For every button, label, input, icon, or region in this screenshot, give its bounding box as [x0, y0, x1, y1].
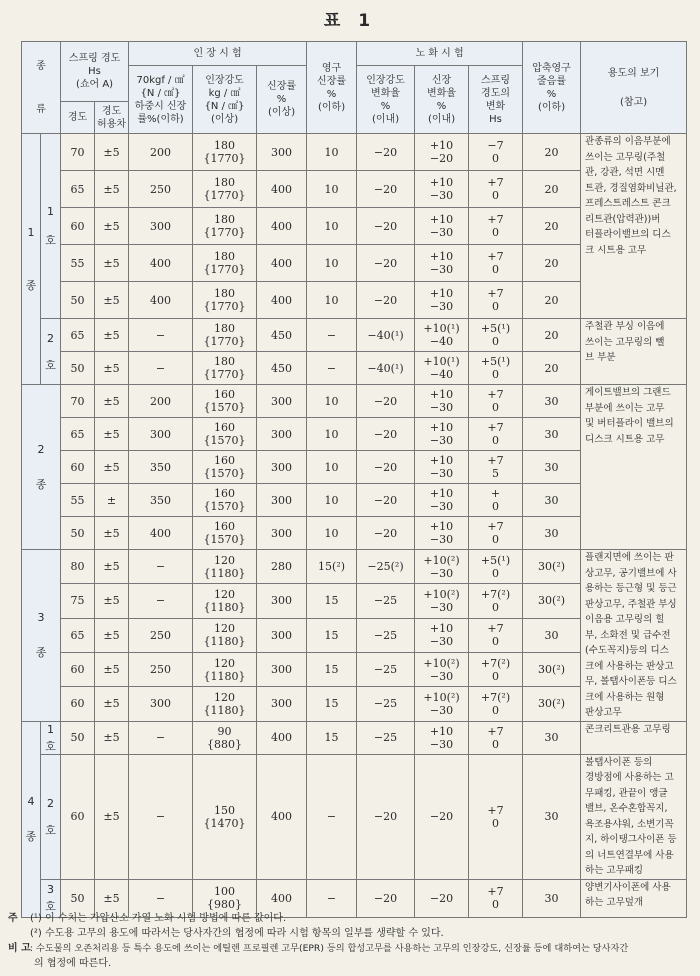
compression-set-cell: 30(²): [523, 652, 581, 686]
elongation-cell: 400: [257, 754, 307, 879]
hardness-cell: 50: [61, 721, 95, 754]
elongation-cell: 400: [257, 879, 307, 917]
load-elongation-cell: −: [129, 550, 193, 584]
note-row: 비 고 : 수도물의 오존처리용 등 특수 용도에 쓰이는 에틸렌 프로필렌 고무(EPR) 등의 합성고무를 사용하는 고무의 인장강도, 신장률 등에 대하여는 당사자간: [8, 943, 629, 954]
el-change-cell: +10 −30: [415, 171, 469, 208]
hs-change-cell: +7 0: [469, 879, 523, 917]
notes: [8, 911, 694, 971]
table-row: [22, 550, 687, 584]
load-elongation-cell: 350: [129, 484, 193, 517]
el-change-header: 신장 변화율 % (이내): [415, 66, 469, 134]
load-elongation-cell: 200: [129, 385, 193, 418]
load-elongation-cell: −: [129, 352, 193, 385]
load-elongation-cell: 250: [129, 618, 193, 652]
note-row: 의 협정에 따른다.: [34, 958, 112, 969]
el-change-cell: +10 −30: [415, 451, 469, 484]
hs-change-cell: +5(¹) 0: [469, 319, 523, 352]
ts-change-cell: −20: [357, 282, 415, 319]
tensile-strength-cell: 180 {1770}: [193, 352, 257, 385]
tensile-strength-cell: 160 {1570}: [193, 451, 257, 484]
hs-change-cell: +7 0: [469, 245, 523, 282]
hs-change-cell: +7(²) 0: [469, 687, 523, 721]
hs-change-cell: +7 0: [469, 171, 523, 208]
permanent-set-cell: 10: [307, 385, 357, 418]
class-3-label: 3 종: [22, 550, 61, 722]
note-row: (²) 수도용 고무의 용도에 따라서는 당사자간의 협정에 따라 시험 항목의 일부를 생략할 수 있다.: [30, 928, 444, 939]
class-4-label: 4 종: [22, 721, 41, 917]
el-change-cell: +10(²) −30: [415, 550, 469, 584]
spring-hardness-header: 스프링 경도 Hs (쇼어 A): [61, 42, 129, 102]
tensile-strength-header: 인장강도 kg / ㎠ {N / ㎠} (이상): [193, 66, 257, 134]
hardness-cell: 60: [61, 754, 95, 879]
load-elongation-header: 70kgf / ㎠ {N / ㎠} 하중시 신장 률%(이하): [129, 66, 193, 134]
el-change-cell: +10 −30: [415, 484, 469, 517]
el-change-cell: +10 −30: [415, 517, 469, 550]
load-elongation-cell: 250: [129, 652, 193, 686]
tensile-strength-cell: 150 {1470}: [193, 754, 257, 879]
compression-set-cell: 30: [523, 418, 581, 451]
hardness-cell: 65: [61, 319, 95, 352]
usage-cell: 관종류의 이음부분에 쓰이는 고무링(주철 관, 강관, 석면 시멘 트관, 경질염화비닐관, 프레스트레스트 콘크 리트관(압력관))버 터플라이밸브의 디스 크 시트용 고무: [581, 134, 687, 319]
elongation-cell: 300: [257, 517, 307, 550]
compression-set-cell: 30(²): [523, 584, 581, 618]
el-change-cell: +10 −30: [415, 282, 469, 319]
elongation-cell: 300: [257, 618, 307, 652]
ts-change-cell: −20: [357, 484, 415, 517]
elongation-cell: 400: [257, 721, 307, 754]
hardness-cell: 70: [61, 385, 95, 418]
tensile-strength-cell: 120 {1180}: [193, 550, 257, 584]
ts-change-cell: −25: [357, 618, 415, 652]
hs-change-cell: +7 5: [469, 451, 523, 484]
tensile-strength-cell: 120 {1180}: [193, 687, 257, 721]
ts-change-cell: −25: [357, 721, 415, 754]
hardness-header: 경도: [61, 102, 95, 134]
hs-change-cell: +7 0: [469, 618, 523, 652]
permanent-set-cell: 10: [307, 418, 357, 451]
permanent-set-cell: 10: [307, 134, 357, 171]
hardness-tol-header: 경도 허용차: [95, 102, 129, 134]
el-change-cell: +10 −30: [415, 385, 469, 418]
elongation-cell: 300: [257, 385, 307, 418]
ts-change-header: 인장강도 변화율 % (이내): [357, 66, 415, 134]
class-4-sub-2-label: 2 호: [41, 754, 61, 879]
class-1-label: 1 종: [22, 134, 41, 385]
tensile-strength-cell: 180 {1770}: [193, 171, 257, 208]
hardness-cell: 65: [61, 418, 95, 451]
hs-change-cell: + 0: [469, 484, 523, 517]
ts-change-cell: −20: [357, 517, 415, 550]
usage-cell: 볼탭사이폰 등의 경방점에 사용하는 고 무패킹, 관끝이 앵글 밸브, 온수혼합꼭지, 욕조용샤워, 소변기꼭 지, 하이탱그사이폰 등 의 너트연결부에 사용 하는 고무패킹: [581, 754, 687, 879]
compression-set-cell: 20: [523, 134, 581, 171]
hardness-cell: 65: [61, 618, 95, 652]
load-elongation-cell: 400: [129, 282, 193, 319]
hardness-cell: 60: [61, 208, 95, 245]
compression-set-cell: 20: [523, 282, 581, 319]
tolerance-cell: ±5: [95, 451, 129, 484]
usage-cell: 게이트밸브의 그랜드 부분에 쓰이는 고무 및 버터플라이 밸브의 디스크 시트용 고무: [581, 385, 687, 550]
compression-set-cell: 20: [523, 352, 581, 385]
rubber-spec-table: [21, 41, 687, 918]
table-body: [22, 134, 687, 918]
load-elongation-cell: 200: [129, 134, 193, 171]
usage-header: 용도의 보기 (참고): [581, 42, 687, 134]
tensile-strength-cell: 160 {1570}: [193, 517, 257, 550]
tensile-test-header: 인 장 시 험: [129, 42, 307, 66]
compression-set-cell: 20: [523, 171, 581, 208]
tolerance-cell: ±5: [95, 652, 129, 686]
elongation-cell: 300: [257, 418, 307, 451]
hardness-cell: 50: [61, 517, 95, 550]
elongation-cell: 300: [257, 687, 307, 721]
permanent-set-cell: −: [307, 754, 357, 879]
tensile-strength-cell: 160 {1570}: [193, 484, 257, 517]
class-1-sub-2-label: 2 호: [41, 319, 61, 385]
hs-change-cell: +7 0: [469, 208, 523, 245]
tolerance-cell: ±5: [95, 550, 129, 584]
tolerance-cell: ±5: [95, 319, 129, 352]
ts-change-cell: −20: [357, 385, 415, 418]
ts-change-cell: −20: [357, 245, 415, 282]
permanent-set-cell: 10: [307, 517, 357, 550]
permanent-set-cell: 15: [307, 584, 357, 618]
elongation-cell: 300: [257, 484, 307, 517]
note-row: 주 (¹) 이 수치는 가압산소 가열 노화 시험 방법에 따른 값이다.: [8, 913, 287, 924]
ts-change-cell: −25: [357, 652, 415, 686]
ts-change-cell: −25: [357, 687, 415, 721]
elongation-cell: 450: [257, 319, 307, 352]
tolerance-cell: ±5: [95, 754, 129, 879]
load-elongation-cell: −: [129, 584, 193, 618]
tensile-strength-cell: 180 {1770}: [193, 282, 257, 319]
hs-change-header: 스프링 경도의 변화 Hs: [469, 66, 523, 134]
table-row: [22, 385, 687, 418]
permanent-set-cell: 15: [307, 618, 357, 652]
permanent-set-cell: 10: [307, 451, 357, 484]
compression-set-cell: 20: [523, 319, 581, 352]
el-change-cell: +10 −20: [415, 134, 469, 171]
permanent-set-cell: 15: [307, 687, 357, 721]
elongation-cell: 400: [257, 282, 307, 319]
compression-set-cell: 30: [523, 451, 581, 484]
tolerance-cell: ±5: [95, 618, 129, 652]
tensile-strength-cell: 160 {1570}: [193, 385, 257, 418]
load-elongation-cell: 400: [129, 245, 193, 282]
el-change-cell: +10 −30: [415, 618, 469, 652]
table-row: [22, 721, 687, 754]
tolerance-cell: ±5: [95, 352, 129, 385]
load-elongation-cell: 350: [129, 451, 193, 484]
tensile-strength-cell: 180 {1770}: [193, 319, 257, 352]
load-elongation-cell: 300: [129, 418, 193, 451]
hs-change-cell: +7 0: [469, 754, 523, 879]
class-4-sub-1-label: 1 호: [41, 721, 61, 754]
compression-set-cell: 30: [523, 721, 581, 754]
usage-cell: 주철관 부싱 이음에 쓰이는 고무링의 뺄 브 부분: [581, 319, 687, 385]
tolerance-cell: ±5: [95, 282, 129, 319]
hardness-cell: 70: [61, 134, 95, 171]
permanent-set-header: 영구 신장률 % (이하): [307, 42, 357, 134]
tolerance-cell: ±5: [95, 245, 129, 282]
tensile-strength-cell: 100 {980}: [193, 879, 257, 917]
hardness-cell: 75: [61, 584, 95, 618]
tolerance-cell: ±5: [95, 879, 129, 917]
hs-change-cell: +7(²) 0: [469, 584, 523, 618]
compression-set-header: 압축영구 줄음률 % (이하): [523, 42, 581, 134]
tolerance-cell: ±5: [95, 418, 129, 451]
compression-set-cell: 30: [523, 754, 581, 879]
permanent-set-cell: 10: [307, 484, 357, 517]
compression-set-cell: 20: [523, 208, 581, 245]
usage-cell: 콘크리트관용 고무링: [581, 721, 687, 754]
el-change-cell: +10(²) −30: [415, 652, 469, 686]
tolerance-cell: ±5: [95, 721, 129, 754]
compression-set-cell: 30: [523, 618, 581, 652]
hs-change-cell: +5(¹) 0: [469, 550, 523, 584]
tolerance-cell: ±5: [95, 171, 129, 208]
compression-set-cell: 30: [523, 879, 581, 917]
hardness-cell: 55: [61, 484, 95, 517]
tensile-strength-cell: 120 {1180}: [193, 652, 257, 686]
hs-change-cell: +7 0: [469, 385, 523, 418]
el-change-cell: +10 −30: [415, 245, 469, 282]
hardness-cell: 55: [61, 245, 95, 282]
elongation-cell: 300: [257, 134, 307, 171]
permanent-set-cell: 15: [307, 652, 357, 686]
tolerance-cell: ±5: [95, 208, 129, 245]
ts-change-cell: −40(¹): [357, 352, 415, 385]
el-change-cell: +10(¹) −40: [415, 319, 469, 352]
elongation-cell: 400: [257, 245, 307, 282]
usage-cell: 양변기사이폰에 사용 하는 고무덮개: [581, 879, 687, 917]
tolerance-cell: ±: [95, 484, 129, 517]
elongation-cell: 280: [257, 550, 307, 584]
el-change-cell: +10(²) −30: [415, 687, 469, 721]
ts-change-cell: −20: [357, 418, 415, 451]
elongation-cell: 400: [257, 208, 307, 245]
el-change-cell: −20: [415, 754, 469, 879]
class-header: 종 류: [22, 42, 61, 134]
hs-change-cell: +7 0: [469, 282, 523, 319]
elongation-cell: 450: [257, 352, 307, 385]
hardness-cell: 50: [61, 282, 95, 319]
tensile-strength-cell: 180 {1770}: [193, 208, 257, 245]
permanent-set-cell: 15: [307, 721, 357, 754]
usage-cell: 플랜지면에 쓰이는 판 상고무, 공기밸브에 사 용하는 등근형 및 등근 판상고무, 주철관 부싱 이음용 고무링의 힐 부, 소화전 및 급수전 (수도꼭지)등의 디스 크에 사용하는 판상고 무, 볼탭사이폰등 디스 크에 사용하는 원형 판상고무: [581, 550, 687, 722]
load-elongation-cell: −: [129, 319, 193, 352]
hs-change-cell: +7 0: [469, 418, 523, 451]
elongation-cell: 300: [257, 584, 307, 618]
tensile-strength-cell: 180 {1770}: [193, 245, 257, 282]
load-elongation-cell: 300: [129, 687, 193, 721]
ts-change-cell: −20: [357, 208, 415, 245]
ts-change-cell: −20: [357, 451, 415, 484]
permanent-set-cell: −: [307, 319, 357, 352]
elongation-cell: 300: [257, 451, 307, 484]
permanent-set-cell: 15(²): [307, 550, 357, 584]
permanent-set-cell: −: [307, 352, 357, 385]
ts-change-cell: −20: [357, 754, 415, 879]
load-elongation-cell: 300: [129, 208, 193, 245]
hs-change-cell: +5(¹) 0: [469, 352, 523, 385]
hardness-cell: 60: [61, 652, 95, 686]
hardness-cell: 50: [61, 879, 95, 917]
tensile-strength-cell: 160 {1570}: [193, 418, 257, 451]
permanent-set-cell: 10: [307, 208, 357, 245]
table-row: [22, 134, 687, 171]
hs-change-cell: +7(²) 0: [469, 652, 523, 686]
table-row: [22, 754, 687, 879]
hardness-cell: 60: [61, 687, 95, 721]
tolerance-cell: ±5: [95, 134, 129, 171]
table-title: 표 1: [323, 11, 377, 31]
load-elongation-cell: 400: [129, 517, 193, 550]
aging-test-header: 노 화 시 험: [357, 42, 523, 66]
tensile-strength-cell: 120 {1180}: [193, 584, 257, 618]
ts-change-cell: −25(²): [357, 550, 415, 584]
class-1-sub-1-label: 1 호: [41, 134, 61, 319]
compression-set-cell: 30(²): [523, 687, 581, 721]
class-2-label: 2 종: [22, 385, 61, 550]
table-row: [22, 319, 687, 352]
permanent-set-cell: 10: [307, 282, 357, 319]
compression-set-cell: 20: [523, 245, 581, 282]
class-4-sub-3-label: 3 호: [41, 879, 61, 917]
tolerance-cell: ±5: [95, 517, 129, 550]
hardness-cell: 65: [61, 171, 95, 208]
ts-change-cell: −20: [357, 879, 415, 917]
el-change-cell: +10(¹) −40: [415, 352, 469, 385]
compression-set-cell: 30: [523, 484, 581, 517]
el-change-cell: +10 −30: [415, 721, 469, 754]
compression-set-cell: 30: [523, 385, 581, 418]
hs-change-cell: −7 0: [469, 134, 523, 171]
load-elongation-cell: −: [129, 879, 193, 917]
elongation-cell: 300: [257, 652, 307, 686]
hardness-cell: 50: [61, 352, 95, 385]
tolerance-cell: ±5: [95, 584, 129, 618]
permanent-set-cell: 10: [307, 171, 357, 208]
el-change-cell: +10 −30: [415, 418, 469, 451]
hs-change-cell: +7 0: [469, 721, 523, 754]
permanent-set-cell: 10: [307, 245, 357, 282]
compression-set-cell: 30: [523, 517, 581, 550]
ts-change-cell: −25: [357, 584, 415, 618]
permanent-set-cell: −: [307, 879, 357, 917]
el-change-cell: +10 −30: [415, 208, 469, 245]
load-elongation-cell: −: [129, 754, 193, 879]
elongation-header: 신장률 % (이상): [257, 66, 307, 134]
hs-change-cell: +7 0: [469, 517, 523, 550]
tensile-strength-cell: 90 {880}: [193, 721, 257, 754]
ts-change-cell: −40(¹): [357, 319, 415, 352]
el-change-cell: +10(²) −30: [415, 584, 469, 618]
ts-change-cell: −20: [357, 134, 415, 171]
hardness-cell: 60: [61, 451, 95, 484]
compression-set-cell: 30(²): [523, 550, 581, 584]
ts-change-cell: −20: [357, 171, 415, 208]
elongation-cell: 400: [257, 171, 307, 208]
tolerance-cell: ±5: [95, 385, 129, 418]
tolerance-cell: ±5: [95, 687, 129, 721]
load-elongation-cell: −: [129, 721, 193, 754]
tensile-strength-cell: 180 {1770}: [193, 134, 257, 171]
load-elongation-cell: 250: [129, 171, 193, 208]
hardness-cell: 80: [61, 550, 95, 584]
tensile-strength-cell: 120 {1180}: [193, 618, 257, 652]
el-change-cell: −20: [415, 879, 469, 917]
